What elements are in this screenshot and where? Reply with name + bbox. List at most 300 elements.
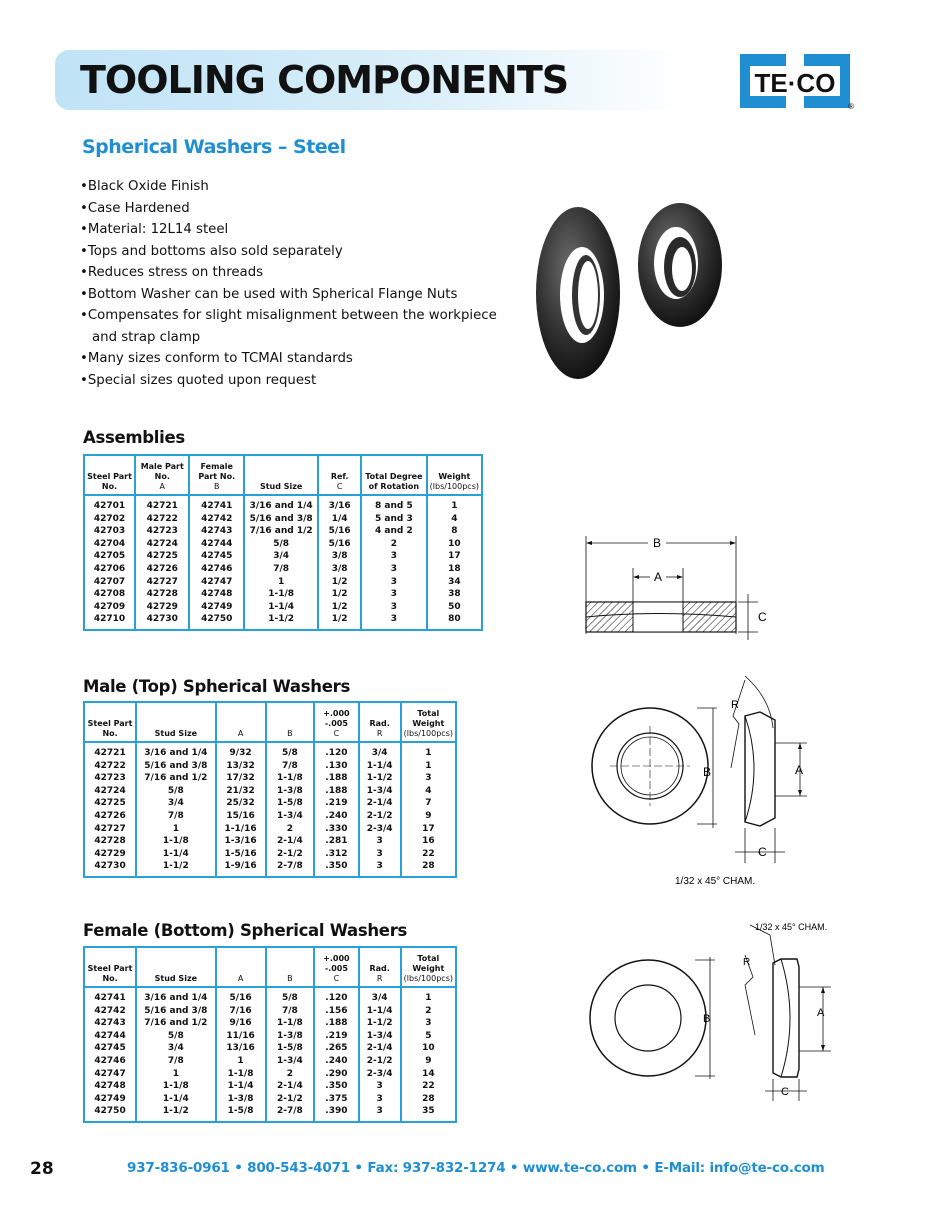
table-cell: 42741 (84, 987, 136, 1005)
male-washer-diagram (585, 668, 815, 890)
table-row (84, 823, 456, 836)
table-cell: 2-3/4 (359, 1068, 401, 1081)
column-header: Weight (lbs/100pcs) (427, 455, 482, 495)
table-cell: 3 (359, 848, 401, 861)
table-cell: 1 (244, 576, 318, 589)
table-cell: 1 (136, 823, 215, 836)
male-dim-r-label: R (731, 699, 739, 711)
table-cell: 1 (427, 495, 482, 513)
table-cell: 42728 (84, 835, 136, 848)
table-cell: 1-3/4 (266, 1055, 315, 1068)
table-cell: 1-3/4 (359, 1030, 401, 1043)
table-row (84, 785, 456, 798)
table-cell: .120 (314, 742, 358, 760)
table-cell: 17 (401, 823, 456, 836)
table-cell: 42722 (84, 760, 136, 773)
table-cell: .240 (314, 810, 358, 823)
table-cell: 1/4 (318, 513, 361, 526)
table-cell: 9/16 (216, 1017, 266, 1030)
table-cell: 3/4 (136, 1042, 215, 1055)
table-cell: 42742 (189, 513, 244, 526)
table-cell: 42725 (135, 550, 189, 563)
table-cell: 7/8 (136, 1055, 215, 1068)
female-dim-c-label: C (781, 1086, 789, 1098)
table-cell: 42728 (135, 588, 189, 601)
table-cell: 4 (401, 785, 456, 798)
assembly-section-diagram (578, 530, 778, 645)
table-row (84, 760, 456, 773)
table-row (84, 835, 456, 848)
male-washers-title: Male (Top) Spherical Washers (83, 677, 350, 696)
table-cell: .375 (314, 1093, 358, 1106)
column-header: B (266, 947, 315, 987)
page-number: 28 (30, 1159, 54, 1179)
male-dim-b-label: B (703, 765, 712, 779)
table-cell: 3 (359, 860, 401, 877)
male-chamfer-note: 1/32 x 45° CHAM. (675, 876, 756, 887)
table-cell: 5/8 (266, 987, 315, 1005)
table-cell: .219 (314, 1030, 358, 1043)
table-cell: 5 (401, 1030, 456, 1043)
table-cell: 1-3/8 (216, 1093, 266, 1106)
table-cell: .188 (314, 785, 358, 798)
feature-item: • Black Oxide Finish (80, 176, 500, 198)
column-header: Rad. R (359, 702, 401, 742)
table-cell: 42701 (84, 495, 135, 513)
table-cell: 42744 (84, 1030, 136, 1043)
table-cell: 1/2 (318, 576, 361, 589)
table-cell: 2-1/2 (359, 1055, 401, 1068)
table-cell: 3/8 (318, 563, 361, 576)
table-cell: 42729 (135, 601, 189, 614)
table-cell: 2-1/4 (359, 797, 401, 810)
table-cell: 3 (361, 563, 427, 576)
table-row (84, 1093, 456, 1106)
table-cell: 42748 (84, 1080, 136, 1093)
table-row (84, 1042, 456, 1055)
table-row (84, 495, 482, 513)
column-header: Rad. R (359, 947, 401, 987)
table-cell: 3 (359, 1105, 401, 1122)
table-cell: 9/32 (216, 742, 266, 760)
column-header: A (216, 702, 266, 742)
contact-line: 937-836-0961 • 800-543-4071 • Fax: 937-832-1274 • www.te-co.com • E-Mail: info@te-co.com (127, 1160, 825, 1176)
table-cell: 1-1/4 (136, 1093, 215, 1106)
table-cell: 5/16 (216, 987, 266, 1005)
table-cell: 1 (136, 1068, 215, 1081)
column-header: +.000 -.005 C (314, 702, 358, 742)
feature-item: • Tops and bottoms also sold separately (80, 241, 500, 263)
column-header: Total Weight (lbs/100pcs) (401, 947, 456, 987)
table-cell: 3 (401, 772, 456, 785)
table-cell: 1-1/2 (359, 1017, 401, 1030)
column-header: Steel Part No. (84, 702, 136, 742)
table-cell: 42710 (84, 613, 135, 630)
table-cell: .281 (314, 835, 358, 848)
feature-item: • Many sizes conform to TCMAI standards (80, 348, 500, 370)
column-header: Stud Size (244, 455, 318, 495)
table-cell: 42747 (189, 576, 244, 589)
feature-item: • Material: 12L14 steel (80, 219, 500, 241)
table-cell: 42743 (84, 1017, 136, 1030)
table-cell: 28 (401, 860, 456, 877)
table-cell: 1-1/8 (266, 1017, 315, 1030)
table-cell: 1 (401, 987, 456, 1005)
female-chamfer-note: 1/32 x 45° CHAM. (755, 922, 828, 932)
table-cell: 1-1/16 (216, 823, 266, 836)
table-cell: 5/16 and 3/8 (136, 1005, 215, 1018)
table-cell: 8 and 5 (361, 495, 427, 513)
logo-registered-mark: ® (848, 102, 854, 110)
table-cell: 42725 (84, 797, 136, 810)
column-header: Male Part No. A (135, 455, 189, 495)
column-header: Stud Size (136, 702, 215, 742)
table-row (84, 772, 456, 785)
table-cell: 42745 (189, 550, 244, 563)
table-cell: 21/32 (216, 785, 266, 798)
table-cell: 9 (401, 1055, 456, 1068)
table-cell: 3 (401, 1017, 456, 1030)
table-cell: 5/8 (266, 742, 315, 760)
table-cell: 42746 (189, 563, 244, 576)
table-row (84, 601, 482, 614)
table-cell: 16 (401, 835, 456, 848)
column-header: Steel Part No. (84, 455, 135, 495)
table-cell: 42746 (84, 1055, 136, 1068)
table-cell: 42703 (84, 525, 135, 538)
column-header: Steel Part No. (84, 947, 136, 987)
table-row (84, 525, 482, 538)
table-cell: 4 and 2 (361, 525, 427, 538)
table-cell: 42726 (135, 563, 189, 576)
table-cell: 42730 (135, 613, 189, 630)
table-cell: 18 (427, 563, 482, 576)
table-cell: 2 (266, 1068, 315, 1081)
table-cell: 42704 (84, 538, 135, 551)
table-row (84, 1017, 456, 1030)
table-cell: 1-9/16 (216, 860, 266, 877)
table-cell: 25/32 (216, 797, 266, 810)
table-cell: 42705 (84, 550, 135, 563)
table-cell: 42742 (84, 1005, 136, 1018)
table-cell: 13/32 (216, 760, 266, 773)
table-cell: 5/8 (136, 1030, 215, 1043)
table-cell: 42702 (84, 513, 135, 526)
table-cell: 42707 (84, 576, 135, 589)
female-washers-table (83, 946, 457, 1123)
table-cell: 1-5/16 (216, 848, 266, 861)
table-cell: 28 (401, 1093, 456, 1106)
table-cell: 42721 (135, 495, 189, 513)
male-dim-a-label: A (795, 763, 804, 777)
table-row (84, 742, 456, 760)
table-cell: 7 (401, 797, 456, 810)
table-cell: 9 (401, 810, 456, 823)
male-washers-table (83, 701, 457, 878)
table-cell: 1-3/4 (359, 785, 401, 798)
table-cell: 1-1/8 (266, 772, 315, 785)
column-header: Total Weight (lbs/100pcs) (401, 702, 456, 742)
feature-item: • Reduces stress on threads (80, 262, 500, 284)
table-row (84, 576, 482, 589)
table-cell: 3 (361, 576, 427, 589)
table-cell: 2 (401, 1005, 456, 1018)
table-cell: 5 and 3 (361, 513, 427, 526)
table-cell: 1-1/2 (136, 860, 215, 877)
table-cell: 42709 (84, 601, 135, 614)
table-cell: .265 (314, 1042, 358, 1055)
logo-text: TE·CO (754, 68, 836, 98)
table-cell: .130 (314, 760, 358, 773)
table-cell: 1-1/2 (244, 613, 318, 630)
table-cell: 5/16 and 3/8 (244, 513, 318, 526)
table-cell: 1-1/4 (216, 1080, 266, 1093)
table-cell: 5/16 (318, 525, 361, 538)
table-cell: 2-1/4 (359, 1042, 401, 1055)
table-cell: 17 (427, 550, 482, 563)
table-row (84, 1080, 456, 1093)
table-cell: 42750 (84, 1105, 136, 1122)
table-cell: 4 (427, 513, 482, 526)
table-cell: 1 (401, 760, 456, 773)
table-cell: 1-5/8 (266, 1042, 315, 1055)
table-row (84, 538, 482, 551)
table-cell: 42730 (84, 860, 136, 877)
table-cell: 42723 (135, 525, 189, 538)
table-cell: 5/8 (136, 785, 215, 798)
table-cell: 3/16 (318, 495, 361, 513)
feature-list (80, 176, 500, 391)
table-cell: 10 (427, 538, 482, 551)
table-cell: 2-7/8 (266, 1105, 315, 1122)
table-cell: 38 (427, 588, 482, 601)
female-washers-title: Female (Bottom) Spherical Washers (83, 921, 408, 940)
table-cell: .156 (314, 1005, 358, 1018)
table-cell: 42750 (189, 613, 244, 630)
table-cell: 1-3/4 (266, 810, 315, 823)
table-cell: .188 (314, 772, 358, 785)
table-cell: 2-1/2 (266, 848, 315, 861)
table-cell: 5/8 (244, 538, 318, 551)
column-header: Ref. C (318, 455, 361, 495)
table-row (84, 1055, 456, 1068)
table-cell: 42722 (135, 513, 189, 526)
feature-item: • Compensates for slight misalignment between the workpiece and strap clamp (80, 305, 500, 348)
table-cell: 10 (401, 1042, 456, 1055)
table-cell: 2-1/4 (266, 835, 315, 848)
column-header: Female Part No. B (189, 455, 244, 495)
table-cell: 1-1/2 (136, 1105, 215, 1122)
table-cell: 42721 (84, 742, 136, 760)
table-cell: 2-3/4 (359, 823, 401, 836)
table-cell: 34 (427, 576, 482, 589)
table-cell: 1-1/4 (359, 760, 401, 773)
table-cell: 3 (361, 613, 427, 630)
table-cell: 1-3/8 (266, 1030, 315, 1043)
female-dim-a-label: A (817, 1007, 825, 1019)
washer-photo (530, 195, 730, 385)
table-cell: 1-1/4 (244, 601, 318, 614)
table-cell: 1-1/8 (244, 588, 318, 601)
table-cell: 42726 (84, 810, 136, 823)
column-header: A (216, 947, 266, 987)
table-cell: 7/8 (266, 1005, 315, 1018)
table-row (84, 550, 482, 563)
table-row (84, 797, 456, 810)
table-cell: 1 (216, 1055, 266, 1068)
table-cell: .312 (314, 848, 358, 861)
table-cell: 7/16 and 1/2 (136, 772, 215, 785)
page-title: TOOLING COMPONENTS (80, 58, 569, 102)
table-cell: .350 (314, 860, 358, 877)
table-cell: 2-1/2 (359, 810, 401, 823)
table-cell: 1-3/8 (266, 785, 315, 798)
table-cell: .188 (314, 1017, 358, 1030)
table-cell: 3/4 (136, 797, 215, 810)
table-cell: 7/16 and 1/2 (136, 1017, 215, 1030)
table-cell: 42724 (84, 785, 136, 798)
table-cell: 22 (401, 848, 456, 861)
table-cell: 2-1/4 (266, 1080, 315, 1093)
feature-item: • Case Hardened (80, 198, 500, 220)
table-cell: 1/2 (318, 601, 361, 614)
table-cell: 3 (361, 588, 427, 601)
table-cell: 2 (361, 538, 427, 551)
female-dim-b-label: B (703, 1013, 711, 1025)
dim-a-label: A (653, 570, 663, 584)
table-cell: 1-1/4 (136, 848, 215, 861)
table-row (84, 588, 482, 601)
table-cell: 3 (359, 1093, 401, 1106)
column-header: Total Degree of Rotation (361, 455, 427, 495)
female-dim-r-label: R (743, 957, 751, 968)
table-cell: 42727 (84, 823, 136, 836)
table-row (84, 1105, 456, 1122)
table-cell: 3 (361, 550, 427, 563)
table-cell: 1-5/8 (266, 797, 315, 810)
table-cell: 7/16 (216, 1005, 266, 1018)
table-cell: 1/2 (318, 613, 361, 630)
dim-b-label: B (652, 536, 662, 550)
table-cell: 14 (401, 1068, 456, 1081)
table-cell: .120 (314, 987, 358, 1005)
table-cell: 3/16 and 1/4 (244, 495, 318, 513)
table-cell: 42749 (189, 601, 244, 614)
table-cell: .390 (314, 1105, 358, 1122)
table-cell: 42727 (135, 576, 189, 589)
table-cell: 2-1/2 (266, 1093, 315, 1106)
table-cell: 1-1/8 (136, 835, 215, 848)
table-row (84, 810, 456, 823)
table-cell: 3 (359, 1080, 401, 1093)
table-cell: 42741 (189, 495, 244, 513)
table-cell: 22 (401, 1080, 456, 1093)
table-cell: 42729 (84, 848, 136, 861)
table-row (84, 513, 482, 526)
table-row (84, 848, 456, 861)
column-header: B (266, 702, 315, 742)
table-cell: 42724 (135, 538, 189, 551)
table-cell: 1-1/8 (216, 1068, 266, 1081)
table-cell: 2-7/8 (266, 860, 315, 877)
table-cell: 2 (266, 823, 315, 836)
table-cell: .290 (314, 1068, 358, 1081)
table-cell: 7/8 (136, 810, 215, 823)
table-cell: 3 (359, 835, 401, 848)
dim-c-label: C (758, 610, 767, 624)
column-header: Stud Size (136, 947, 215, 987)
table-row (84, 1005, 456, 1018)
table-row (84, 987, 456, 1005)
table-cell: .240 (314, 1055, 358, 1068)
table-cell: 1-1/8 (136, 1080, 215, 1093)
assemblies-table (83, 454, 483, 631)
female-washer-diagram (585, 915, 835, 1110)
table-cell: 5/16 and 3/8 (136, 760, 215, 773)
table-cell: 1 (401, 742, 456, 760)
table-cell: 42743 (189, 525, 244, 538)
column-header: +.000 -.005 C (314, 947, 358, 987)
table-cell: 3 (361, 601, 427, 614)
table-cell: 3/4 (244, 550, 318, 563)
table-cell: 8 (427, 525, 482, 538)
teco-logo (738, 52, 856, 110)
table-cell: 15/16 (216, 810, 266, 823)
male-dim-c-label: C (758, 845, 767, 859)
table-cell: .350 (314, 1080, 358, 1093)
feature-item: • Bottom Washer can be used with Spherical Flange Nuts (80, 284, 500, 306)
table-cell: 42708 (84, 588, 135, 601)
table-cell: 42706 (84, 563, 135, 576)
table-cell: 5/16 (318, 538, 361, 551)
table-cell: 17/32 (216, 772, 266, 785)
table-cell: 42749 (84, 1093, 136, 1106)
table-cell: 42723 (84, 772, 136, 785)
table-cell: 11/16 (216, 1030, 266, 1043)
table-row (84, 1068, 456, 1081)
table-cell: 1/2 (318, 588, 361, 601)
table-cell: .330 (314, 823, 358, 836)
table-cell: 1-3/16 (216, 835, 266, 848)
table-cell: 1-1/4 (359, 1005, 401, 1018)
table-cell: 42744 (189, 538, 244, 551)
table-cell: 7/8 (266, 760, 315, 773)
assemblies-title: Assemblies (83, 428, 185, 447)
table-cell: 35 (401, 1105, 456, 1122)
table-row (84, 1030, 456, 1043)
table-cell: 7/16 and 1/2 (244, 525, 318, 538)
table-row (84, 613, 482, 630)
table-cell: 1-5/8 (216, 1105, 266, 1122)
table-cell: 7/8 (244, 563, 318, 576)
table-cell: .219 (314, 797, 358, 810)
table-cell: 42748 (189, 588, 244, 601)
table-cell: 3/4 (359, 742, 401, 760)
feature-item: • Special sizes quoted upon request (80, 370, 500, 392)
table-cell: 1-1/2 (359, 772, 401, 785)
table-cell: 80 (427, 613, 482, 630)
table-cell: 3/16 and 1/4 (136, 742, 215, 760)
table-row (84, 860, 456, 877)
table-cell: 3/8 (318, 550, 361, 563)
table-cell: 13/16 (216, 1042, 266, 1055)
table-cell: 42747 (84, 1068, 136, 1081)
table-cell: 3/4 (359, 987, 401, 1005)
table-cell: 50 (427, 601, 482, 614)
section-title: Spherical Washers – Steel (82, 136, 346, 158)
table-cell: 42745 (84, 1042, 136, 1055)
table-cell: 3/16 and 1/4 (136, 987, 215, 1005)
